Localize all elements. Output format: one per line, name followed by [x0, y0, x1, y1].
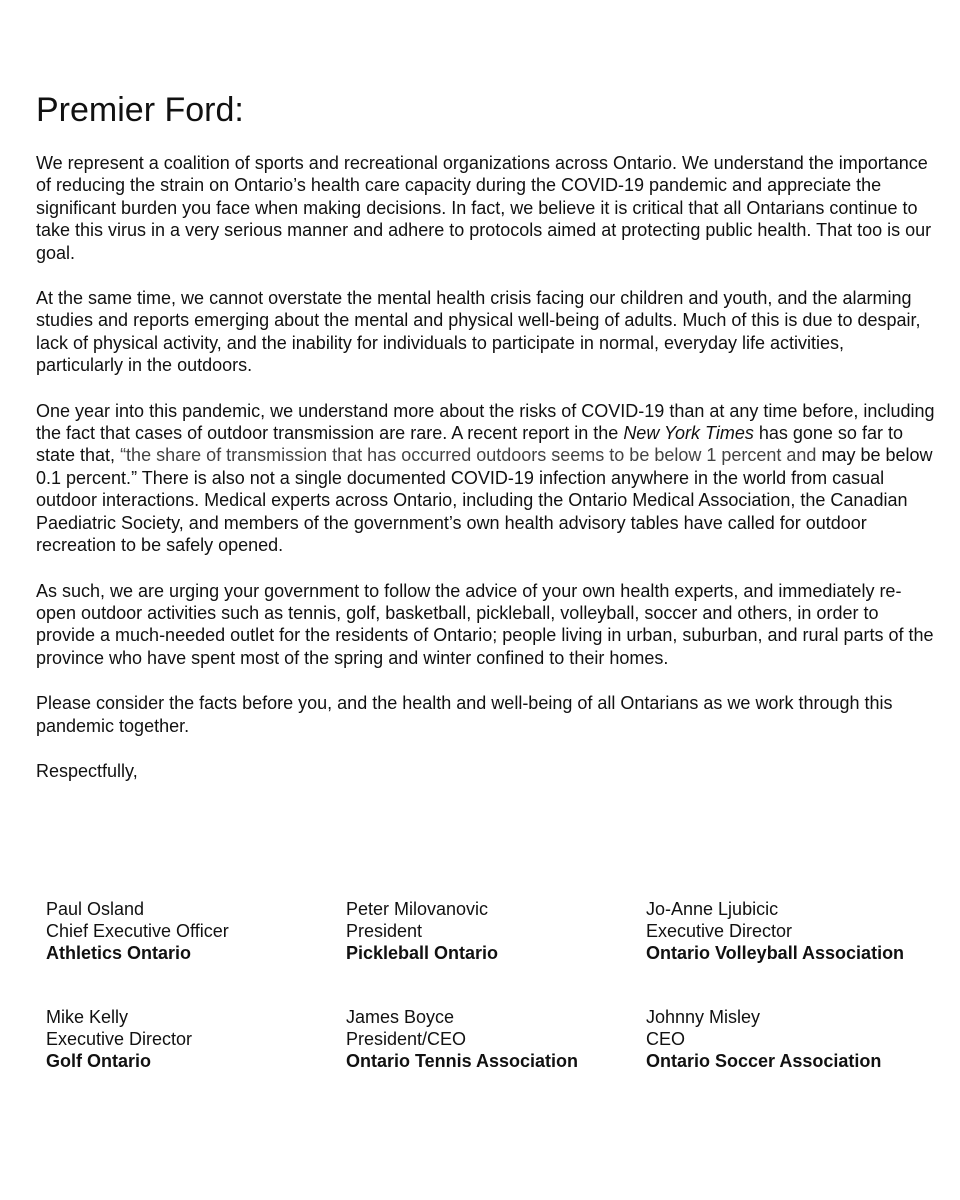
paragraph-1: We represent a coalition of sports and recreational organizations across Ontario. We understand the importance of reducing the strain on Ontario’s health care capacity during the COVID-19 pandemic and appreciate the significant burden you face when making decisions. In fact, we believe it is critical that all Ontarians continue to take this virus in a very serious manner and adhere to protocols aimed at protecting public health. That too is our goal. — [36, 153, 932, 263]
signatory-title: President — [346, 921, 423, 941]
signatory-organization: Pickleball Ontario — [346, 943, 499, 963]
signatory-block — [646, 898, 946, 964]
signatory-name: Mike Kelly — [46, 1007, 129, 1027]
signatory-organization: Athletics Ontario — [46, 943, 192, 963]
paragraph-3 — [36, 400, 936, 557]
signatory-organization: Ontario Volleyball Association — [646, 943, 905, 963]
salutation: Premier Ford: — [36, 91, 244, 129]
paragraph-3-end: There is also not a single documented COVID-19 infection anywhere in the world from casual outdoor interactions. Medical experts across Ontario, including the Ontario Medical Association, the Canadian Paediatric Society, and members of the government’s own health advisory tables have called for outdoor recreation to be safely opened. — [36, 467, 908, 556]
signatory-title: Executive Director — [646, 921, 793, 941]
signatory-block — [346, 898, 646, 964]
closing: Respectfully, — [36, 760, 138, 781]
letter-body — [36, 88, 936, 782]
signatory-block — [346, 1006, 646, 1072]
signatory-name: Peter Milovanovic — [346, 899, 489, 919]
signatory-name: Johnny Misley — [646, 1007, 761, 1027]
signatory-organization: Ontario Tennis Association — [346, 1051, 579, 1071]
signatory-block — [46, 1006, 346, 1072]
signatories — [46, 898, 946, 1114]
paragraph-2: At the same time, we cannot overstate the mental health crisis facing our children and youth, and the alarming studies and reports emerging about the mental and physical well-being of adults. Much of this is due to despair, lack of physical activity, and the inability for individuals to participate in normal, everyday life activities, particularly in the outdoors. — [36, 288, 921, 376]
signatory-title: President/CEO — [346, 1029, 467, 1049]
signatory-title: Executive Director — [46, 1029, 193, 1049]
source-name: New York Times — [623, 423, 754, 444]
quote-rest: may be below 0.1 percent.” — [36, 445, 933, 488]
signatory-row-2 — [46, 1006, 946, 1072]
paragraph-4: As such, we are urging your government to follow the advice of your own health experts, and immediately re-open outdoor activities such as tennis, golf, basketball, pickleball, volleyball, soccer and others, in order to provide a much-needed outlet for the residents of Ontario; people living in urban, suburban, and rural parts of the province who have spent most of the spring and winter confined to their homes. — [36, 580, 934, 668]
signatory-organization: Ontario Soccer Association — [646, 1051, 882, 1071]
signatory-name: Jo-Anne Ljubicic — [646, 899, 779, 919]
signatory-name: Paul Osland — [46, 899, 145, 919]
signatory-title: Chief Executive Officer — [46, 921, 229, 941]
signatory-row-1 — [46, 898, 946, 964]
signatory-block — [646, 1006, 946, 1072]
paragraph-3-mid: has gone so far to state that, — [36, 423, 903, 466]
quote-highlight: “the share of transmission that has occurred outdoors seems to be below 1 percent and — [120, 445, 817, 466]
signatory-block — [46, 898, 346, 964]
paragraph-5: Please consider the facts before you, and the health and well-being of all Ontarians as we work through this pandemic together. — [36, 693, 893, 736]
signatory-title: CEO — [646, 1029, 686, 1049]
signatory-name: James Boyce — [346, 1007, 455, 1027]
signatory-organization: Golf Ontario — [46, 1051, 151, 1071]
paragraph-3-start: One year into this pandemic, we understand more about the risks of COVID-19 than at any time before, including the fact that cases of outdoor transmission are rare. A recent report in the — [36, 400, 935, 444]
